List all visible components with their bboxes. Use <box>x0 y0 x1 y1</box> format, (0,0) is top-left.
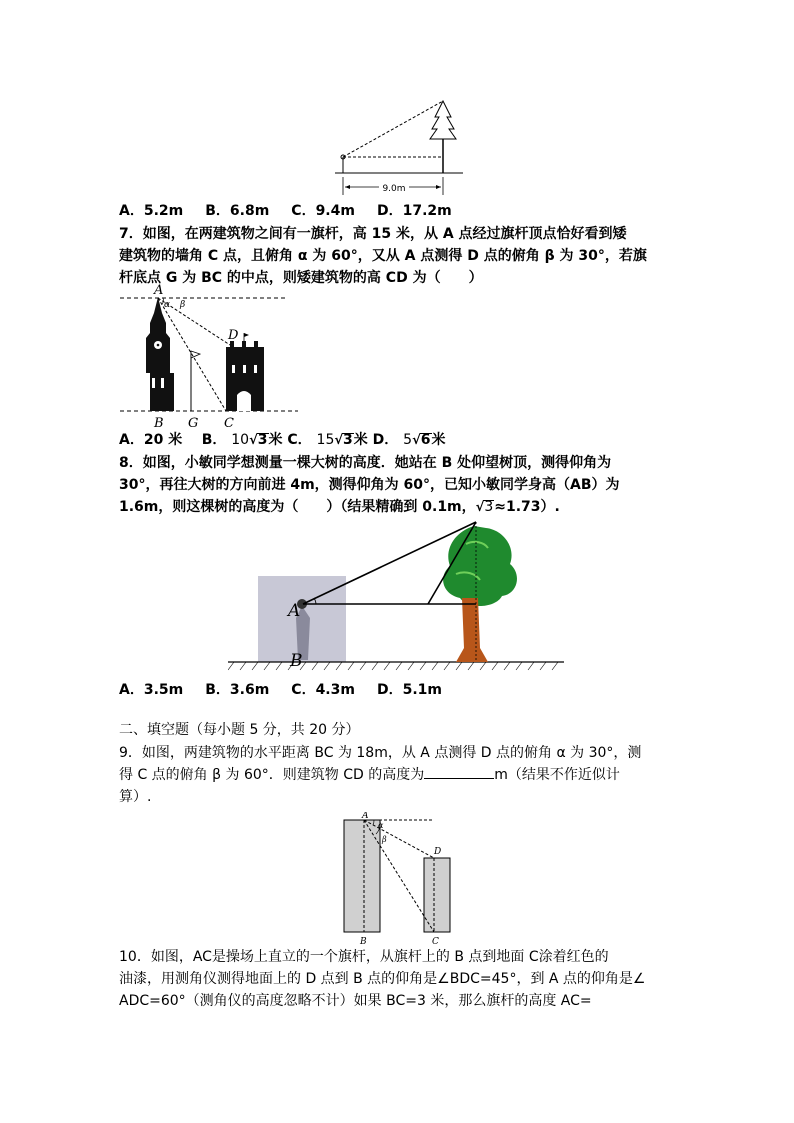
fig7-label-c: C <box>224 416 234 431</box>
q9-text-line3: 算）. <box>119 789 152 805</box>
fig7-label-alpha: α <box>164 300 171 310</box>
q9-answer-blank[interactable] <box>424 764 494 779</box>
fig9-label-alpha: α <box>378 821 384 830</box>
q8-text-line3: 1.6m，则这棵树的高度为（ ）（结果精确到 0.1m，√3≈1.73）. <box>119 499 560 515</box>
fig9-label-b: B <box>360 937 367 947</box>
fig7-label-d: D <box>228 328 239 343</box>
q8-option-a[interactable]: A．3.5m <box>119 682 184 698</box>
q7-options: A．20 米 B． 10√3米 C． 15√3米 D． 5√6米 <box>119 432 446 448</box>
q6-option-b[interactable]: B．6.8m <box>205 203 270 219</box>
q6-option-c[interactable]: C．9.4m <box>291 203 355 219</box>
tree-distance-label: 9.0m <box>382 184 406 194</box>
q7-option-d-prefix[interactable]: D． <box>372 432 399 448</box>
q7-option-b-coef: 10 <box>231 432 250 448</box>
q8-option-d[interactable]: D．5.1m <box>376 682 442 698</box>
fig9-label-a: A <box>362 812 369 821</box>
fig7-label-beta: β <box>180 300 186 310</box>
q10-text-line2: 油漆，用测角仪测得地面上的 D 点到 B 点的仰角是∠BDC=45°，到 A 点的仰角是∠ <box>119 971 646 987</box>
fig9-label-d: D <box>434 847 442 857</box>
q7-text-line2: 建筑物的墙角 C 点，且俯角 α 为 60°，又从 A 点测得 D 点的俯角 β 为 30°，若旗 <box>119 248 647 264</box>
fig9-label-c: C <box>432 937 439 947</box>
q7-option-c-coef: 15 <box>316 432 335 448</box>
q8-option-c[interactable]: C．4.3m <box>291 682 355 698</box>
two-buildings-figure <box>336 812 456 948</box>
q9-line2-end: m（结果不作近似计 <box>494 767 620 783</box>
q6-options <box>119 200 474 222</box>
fig7-label-g: G <box>188 416 199 431</box>
fig7-label-b: B <box>154 416 164 431</box>
q10-text-line3: ADC=60°（测角仪的高度忽略不计）如果 BC=3 米，那么旗杆的高度 AC= <box>119 993 592 1009</box>
q7-option-c-prefix[interactable]: C． <box>287 432 312 448</box>
q7-text-line1: 7．如图，在两建筑物之间有一旗杆，高 15 米，从 A 点经过旗杆顶点恰好看到矮 <box>119 226 627 242</box>
q7-text-line3: 杆底点 G 为 BC 的中点，则矮建筑物的高 CD 为（ ） <box>119 270 483 286</box>
q7-option-a[interactable]: A．20 米 <box>119 432 183 448</box>
q6-option-d[interactable]: D．17.2m <box>376 203 452 219</box>
q8-line3-main: 1.6m，则这棵树的高度为（ ）（结果精确到 0.1m， <box>119 499 476 515</box>
q7-option-b-unit: 米 <box>268 432 283 448</box>
q8-line3-rad: 3 <box>484 499 494 515</box>
fig8-label-a: A <box>288 601 301 621</box>
q8-text-line2: 30°，再往大树的方向前进 4m，测得仰角为 60°，已知小敏同学身高（AB）为 <box>119 477 620 493</box>
buildings-flagpole-figure <box>118 283 303 433</box>
tree-figure <box>335 95 465 200</box>
fig8-label-b: B <box>290 651 303 671</box>
q9-text-line1: 9．如图，两建筑物的水平距离 BC 为 18m，从 A 点测得 D 点的俯角 α 为 30°，测 <box>119 745 642 761</box>
fig9-label-beta: β <box>382 835 387 844</box>
q8-option-b[interactable]: B．3.6m <box>205 682 270 698</box>
q10-text-line1: 10．如图，AC是操场上直立的一个旗杆，从旗杆上的 B 点到地面 C涂着红色的 <box>119 949 609 965</box>
q8-line3-end: ≈1.73）. <box>494 499 560 515</box>
q7-option-b-rad: 3 <box>257 432 268 448</box>
q7-option-c-unit: 米 <box>353 432 368 448</box>
tree-girl-figure <box>228 518 568 673</box>
q7-option-d-unit: 米 <box>431 432 446 448</box>
q9-line2-main: 得 C 点的俯角 β 为 60°．则建筑物 CD 的高度为 <box>119 767 425 783</box>
q7-option-c-rad: 3 <box>343 432 353 448</box>
q9-text-line2 <box>119 764 620 786</box>
section-2-heading: 二、填空题（每小题 5 分，共 20 分） <box>119 722 360 738</box>
q7-option-b-prefix[interactable]: B． <box>201 432 227 448</box>
q7-option-d-coef: 5 <box>403 432 413 448</box>
q7-option-d-rad: 6 <box>420 432 431 448</box>
fig7-label-a: A <box>154 283 164 298</box>
q6-option-a[interactable]: A．5.2m <box>119 203 184 219</box>
q8-text-line1: 8．如图，小敏同学想测量一棵大树的高度．她站在 B 处仰望树顶，测得仰角为 <box>119 455 612 471</box>
q8-options <box>119 679 464 701</box>
